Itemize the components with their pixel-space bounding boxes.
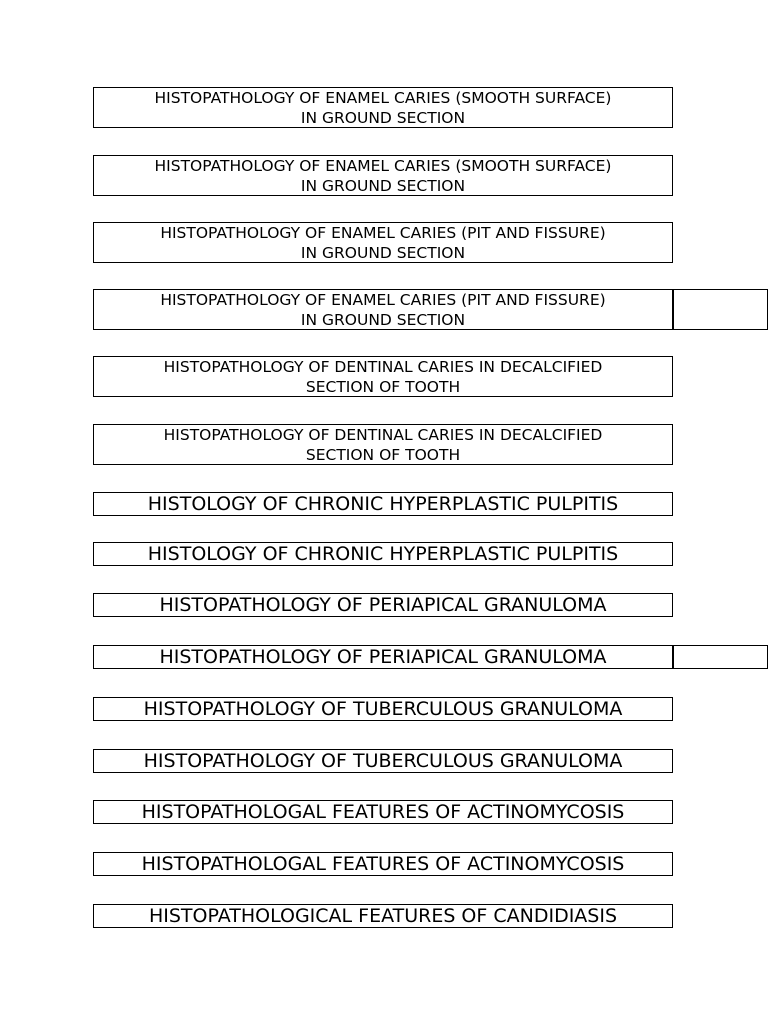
label-text: HISTOPATHOLOGY OF ENAMEL CARIES (SMOOTH SURFACE) IN GROUND SECTION — [154, 156, 612, 195]
label-text: HISTOPATHOLOGY OF TUBERCULOUS GRANULOMA — [143, 750, 623, 772]
label-text: HISTOPATHOLOGY OF PERIAPICAL GRANULOMA — [159, 646, 607, 668]
label-box — [93, 852, 673, 876]
label-text: HISTOPATHOLOGY OF ENAMEL CARIES (SMOOTH SURFACE) IN GROUND SECTION — [154, 88, 612, 127]
label-box — [93, 87, 673, 128]
label-box — [93, 492, 673, 516]
label-box — [93, 289, 673, 330]
label-text: HISTOPATHOLOGY OF PERIAPICAL GRANULOMA — [159, 594, 607, 616]
label-text: HISTOPATHOLOGICAL FEATURES OF CANDIDIASIS — [148, 905, 618, 927]
label-text: HISTOPATHOLOGY OF TUBERCULOUS GRANULOMA — [143, 698, 623, 720]
label-text: HISTOPATHOLOGY OF ENAMEL CARIES (PIT AND FISSURE) IN GROUND SECTION — [160, 290, 606, 329]
label-box — [93, 904, 673, 928]
empty-side-box — [673, 645, 768, 669]
label-box — [93, 542, 673, 566]
label-text: HISTOPATHOLOGY OF DENTINAL CARIES IN DECALCIFIED SECTION OF TOOTH — [163, 357, 603, 396]
label-box — [93, 593, 673, 617]
label-text: HISTOPATHOLOGY OF DENTINAL CARIES IN DECALCIFIED SECTION OF TOOTH — [163, 425, 603, 464]
label-box — [93, 800, 673, 824]
label-text: HISTOLOGY OF CHRONIC HYPERPLASTIC PULPITIS — [147, 493, 619, 515]
label-text: HISTOPATHOLOGAL FEATURES OF ACTINOMYCOSIS — [141, 853, 625, 875]
label-text: HISTOLOGY OF CHRONIC HYPERPLASTIC PULPITIS — [147, 543, 619, 565]
label-box — [93, 222, 673, 263]
label-box — [93, 155, 673, 196]
label-box — [93, 424, 673, 465]
label-text: HISTOPATHOLOGAL FEATURES OF ACTINOMYCOSIS — [141, 801, 625, 823]
empty-side-box — [673, 289, 768, 330]
label-box — [93, 697, 673, 721]
label-box — [93, 645, 673, 669]
label-box — [93, 749, 673, 773]
label-text: HISTOPATHOLOGY OF ENAMEL CARIES (PIT AND FISSURE) IN GROUND SECTION — [160, 223, 606, 262]
label-box — [93, 356, 673, 397]
